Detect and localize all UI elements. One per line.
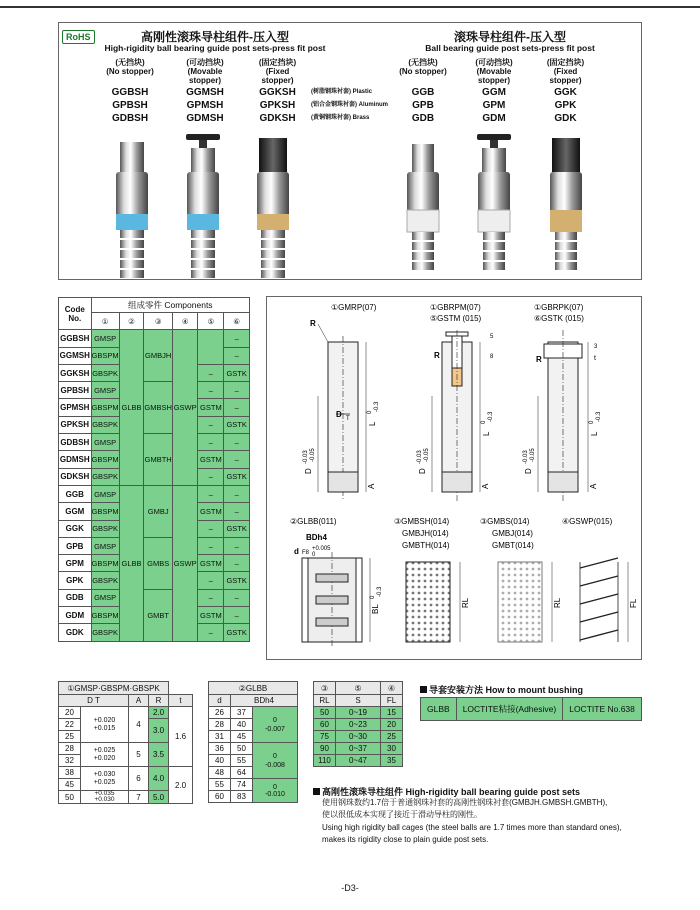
table-row: 32 [59, 755, 193, 767]
table-row: GPB GMSP GMBS – – [59, 537, 250, 554]
label-gbrpm: ①GBRPM(07) [430, 303, 481, 312]
dim-t: t [594, 355, 596, 362]
table-row: 36 50 0 -0.008 [209, 743, 298, 755]
hr-text-en-1: Using high rigidity ball cages (the steel balls are 1.7 times more than standard ones), [322, 823, 622, 832]
col-header: R [149, 695, 169, 707]
table-row: GPK GBSPK – GSTK [59, 572, 250, 589]
table-row: 22 3.0 [59, 719, 193, 731]
label-gbrpk: ①GBRPK(07) [534, 303, 584, 312]
col-header: D T [59, 695, 129, 707]
stopper-label: (固定挡块) (Fixed stopper) [546, 58, 585, 85]
table-row: GPKSH GBSPK – GSTK [59, 416, 250, 433]
table-row: 48 64 [209, 767, 298, 779]
dim-r: R [310, 319, 316, 328]
mount-cell: LOCTITE No.638 [563, 698, 642, 721]
dim-d-tol: -0.05 [424, 448, 430, 462]
table-row: 50 +0.035 +0.030 7 5.0 [59, 791, 193, 804]
dim-l-tol: -0.3 [374, 401, 380, 412]
col-header: S [336, 695, 381, 707]
table-title: ②GLBB [209, 682, 298, 695]
col-header: t [169, 695, 193, 707]
dim-r: R [434, 351, 440, 360]
bullet-square-icon [420, 686, 427, 693]
dim-d-glbb-tol: +0.005 [312, 546, 331, 552]
table-row: 90 0~37 30 [314, 743, 403, 755]
col-num: ④ [381, 682, 403, 695]
dim-d-tol: -0.03 [303, 450, 309, 464]
post-ggk [550, 138, 582, 270]
page-number: -D3- [341, 883, 359, 893]
dim-bl: BL [371, 604, 380, 614]
mount-cell: GLBB [421, 698, 457, 721]
product-illustrations [58, 130, 642, 280]
drawing-gbrpk [538, 330, 588, 501]
code-column: GGKSH GPKSH GDKSH [259, 87, 296, 124]
table-row: 20 +0.020 +0.015 4 2.0 1.6 [59, 707, 193, 719]
hr-text-en-2: makes its rigidity close to plain guide post sets. [322, 835, 489, 844]
dim-a: A [367, 483, 376, 489]
dim-rl: RL [461, 597, 470, 608]
bullet-square-icon [313, 788, 320, 795]
col-header: A [129, 695, 149, 707]
code-no-header: Code No. [59, 298, 92, 330]
table-row: GPBSH GMSP GMBSH – – [59, 382, 250, 399]
dim-r: R [536, 355, 542, 364]
mount-table [420, 697, 642, 721]
label-gmrp: ①GMRP(07) [331, 303, 377, 312]
label-glbb: ②GLBB(011) [290, 517, 337, 526]
drawing-gmbs-cage [498, 562, 552, 642]
label-gmbjh: GMBJH(014) [402, 529, 449, 538]
rohs-badge: RoHS [62, 30, 95, 44]
table-row: 38 +0.030 +0.025 6 4.0 2.0 [59, 767, 193, 779]
code-column: GGM GPM GDM [482, 87, 506, 124]
stopper-label: (无挡块) (No stopper) [106, 58, 154, 76]
col-num: ① [91, 313, 119, 330]
label-gmbth: GMBTH(014) [402, 541, 450, 550]
label-gmbj: GMBJ(014) [492, 529, 533, 538]
table-row: 60 83 [209, 791, 298, 803]
dim-d-tol: -0.05 [310, 448, 316, 462]
table-row: GDB GMSP GMBT – – [59, 589, 250, 606]
dim-3: 3 [594, 344, 598, 350]
drawing-gswp-spring [580, 558, 628, 642]
table-row: 40 55 [209, 755, 298, 767]
dim-l-tol: 0 [481, 420, 487, 424]
hr-text-cn-1: 使用钢珠数约1.7倍于普通钢珠衬套的高刚性钢珠衬套(GMBJH.GMBSH.GMBTH), [322, 798, 608, 807]
rl-dimension-table [313, 681, 403, 767]
dim-d-glbb: d [294, 547, 299, 556]
code-column: GGBSH GPBSH GDBSH [111, 87, 149, 124]
dim-l-tol: -0.3 [488, 411, 494, 422]
table-row: GGBSH GMSP GLBB GMBJH GSWP – [59, 330, 250, 347]
dim-l: L [590, 431, 599, 436]
col-num: ③ [314, 682, 336, 695]
table-row: 50 0~19 15 [314, 707, 403, 719]
dim-a: A [481, 483, 490, 489]
stopper-label: (可动挡块) (Movable stopper) [475, 58, 513, 85]
dim-rl: RL [553, 597, 562, 608]
table-row: GGK GBSPK – GSTK [59, 520, 250, 537]
col-header: FL [381, 695, 403, 707]
post-ggb [407, 144, 439, 270]
table-row: 31 45 [209, 731, 298, 743]
table-row: 110 0~47 35 [314, 755, 403, 767]
col-header: BDh4 [231, 695, 298, 707]
table-title: ①GMSP·GBSPM·GBSPK [59, 682, 169, 695]
table-row: GDMSH GBSPM GSTM – [59, 451, 250, 468]
col-num: ③ [144, 313, 173, 330]
dim-d: D [418, 468, 427, 474]
glbb-dimension-table [208, 681, 298, 803]
label-gmbsh: ③GMBSH(014) [394, 517, 450, 526]
dim-d: D [524, 468, 533, 474]
dim-l-tol: -0.3 [596, 411, 602, 422]
table-row: 60 0~23 20 [314, 719, 403, 731]
table-row: GDK GBSPK – GSTK [59, 624, 250, 641]
label-gswp: ④GSWP(015) [562, 517, 613, 526]
dim-bl-tol: 0 [370, 595, 376, 599]
dim-8: 8 [490, 354, 494, 360]
code-column: GGB GPB GDB [411, 87, 435, 124]
left-title-en: High-rigidity ball bearing guide post sets-press fit post [104, 43, 326, 53]
dim-d-tol: -0.05 [530, 448, 536, 462]
label-gstk: ⑥GSTK (015) [534, 314, 584, 323]
drawing-glbb [302, 552, 370, 648]
stopper-label: (可动挡块) (Movable stopper) [186, 58, 224, 85]
left-title-cn: 高刚性滚珠导柱组件-压入型 [141, 30, 289, 44]
col-num: ④ [172, 313, 197, 330]
table-row: GGMSH GBSPM – [59, 347, 250, 364]
table-row: GDM GBSPM GSTM – [59, 607, 250, 624]
hr-section-title: 高刚性滚珠导柱组件 High-rigidity ball bearing guide post sets [313, 785, 580, 798]
dim-d-tol: -0.03 [523, 450, 529, 464]
table-row: 28 +0.025 +0.020 5 3.5 [59, 743, 193, 755]
material-column: (树脂钢珠衬套) Plastic (铝合金钢珠衬套) Aluminum (黄铜钢珠衬套) Brass [311, 89, 388, 121]
table-row: GDBSH GMSP GMBTH – – [59, 434, 250, 451]
table-row: 26 37 0 -0.007 [209, 707, 298, 719]
table-row: 55 74 0 -0.010 [209, 779, 298, 791]
col-num: ② [119, 313, 144, 330]
components-title: 组成零件 Components [91, 298, 249, 313]
drawing-gmrp [318, 324, 366, 501]
col-num: ⑥ [224, 313, 250, 330]
label-gmbs: ③GMBS(014) [480, 517, 530, 526]
dim-bl-tol: -0.3 [377, 586, 383, 597]
col-num: ⑤ [336, 682, 381, 695]
drawing-gmbsh-cage [406, 562, 460, 642]
dim-dt: D [336, 410, 342, 419]
dim-5: 5 [490, 334, 494, 340]
table-row: GGM GBSPM GSTM – [59, 503, 250, 520]
technical-drawings [266, 296, 642, 660]
table-row: GPMSH GBSPM GSTM – [59, 399, 250, 416]
col-num: ⑤ [198, 313, 224, 330]
table-row: GGB GMSP GLBB GMBJ GSWP – – [59, 485, 250, 502]
table-row: 28 40 [209, 719, 298, 731]
post-ggksh [257, 138, 289, 278]
table-row: 45 [59, 779, 193, 791]
dim-d: D [304, 468, 313, 474]
dim-l: L [368, 421, 377, 426]
hr-text-cn-2: 使以很低成本实现了接近于滑动导柱的刚性。 [322, 810, 482, 819]
label-gstm: ⑤GSTM (015) [430, 314, 482, 323]
dim-l-tol: 0 [589, 420, 595, 424]
table-row: GDKSH GBSPK – GSTK [59, 468, 250, 485]
mount-title: 导套安装方法 How to mount bushing [420, 683, 583, 696]
post-ggmsh [186, 134, 220, 278]
top-rule [0, 6, 700, 8]
dim-bdh4: BDh4 [306, 533, 327, 542]
stopper-label: (无挡块) (No stopper) [399, 58, 447, 76]
col-header: RL [314, 695, 336, 707]
code-column: GGMSH GPMSH GDMSH [186, 87, 224, 124]
post-ggbsh [116, 142, 148, 278]
table-row: GPM GBSPM GSTM – [59, 555, 250, 572]
label-gmbt: GMBT(014) [492, 541, 534, 550]
components-table [58, 297, 250, 642]
gmsp-dimension-table [58, 681, 193, 804]
dim-dt-sub: T [346, 416, 350, 422]
stopper-label: (固定挡块) (Fixed stopper) [258, 58, 297, 85]
right-title-en: Ball bearing guide post sets-press fit post [425, 43, 595, 53]
table-row: 25 [59, 731, 193, 743]
dim-f8: F8 [302, 550, 310, 556]
table-row: GGKSH GBSPK – GSTK [59, 364, 250, 381]
mount-cell: LOCTITE粘接(Adhesive) [456, 698, 563, 721]
dim-l: L [482, 431, 491, 436]
dim-d-glbb-tol: 0 [312, 552, 316, 558]
table-row: 75 0~30 25 [314, 731, 403, 743]
dim-a: A [589, 483, 598, 489]
post-ggm [477, 134, 511, 270]
col-header: d [209, 695, 231, 707]
code-column: GGK GPK GDK [554, 87, 577, 124]
dim-fl: FL [629, 598, 638, 608]
dim-d-tol: -0.03 [417, 450, 423, 464]
dim-l-tol: 0 [367, 410, 373, 414]
right-title-cn: 滚珠导柱组件-压入型 [454, 30, 566, 44]
